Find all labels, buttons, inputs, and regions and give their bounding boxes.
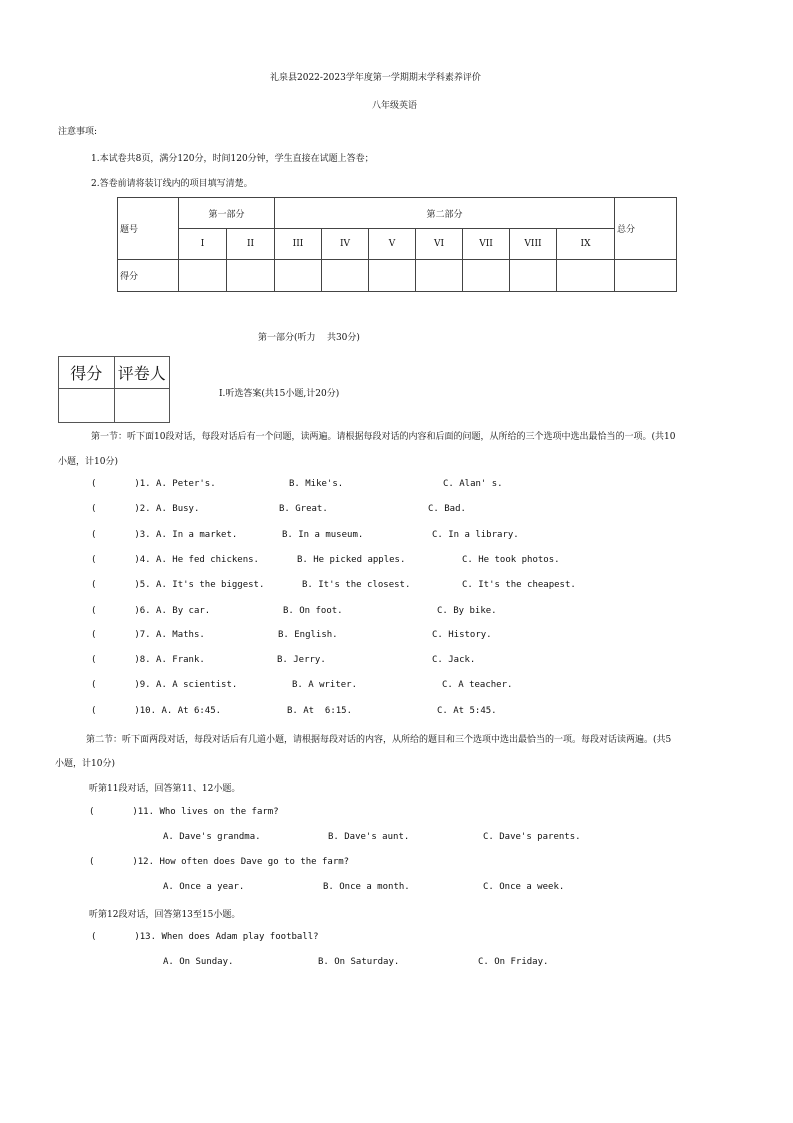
option-c: C. He took photos. bbox=[462, 555, 560, 565]
total-header: 总分 bbox=[615, 198, 677, 260]
score-cell[interactable] bbox=[227, 260, 275, 292]
score-cell[interactable] bbox=[179, 260, 227, 292]
exam-title: 礼泉县2022-2023学年度第一学期期末学科素养评价 bbox=[270, 73, 481, 83]
option-c: C. Once a week. bbox=[483, 882, 565, 892]
part-title: 第一部分(听力 共30分) bbox=[258, 333, 360, 343]
option-b: B. Great. bbox=[279, 504, 328, 514]
option-c: C. Alan' s. bbox=[443, 479, 503, 489]
dialog-12-instruction: 听第12段对话，回答第13至15小题。 bbox=[89, 910, 241, 920]
numeral-header: IV bbox=[322, 229, 369, 260]
option-c: C. Bad. bbox=[428, 504, 466, 514]
part2-header: 第二部分 bbox=[275, 198, 615, 229]
question-11: ( )11. Who lives on the farm? bbox=[89, 807, 279, 817]
score-cell[interactable] bbox=[322, 260, 369, 292]
numeral-header: VIII bbox=[510, 229, 557, 260]
option-b: B. Dave's aunt. bbox=[328, 832, 410, 842]
grader-score-cell[interactable] bbox=[59, 389, 115, 423]
section-heading: Ⅰ.听选答案(共15小题,计20分) bbox=[219, 389, 340, 399]
score-cell[interactable] bbox=[416, 260, 463, 292]
question-9: ( )9. A. A scientist. bbox=[91, 680, 238, 690]
option-b: B. On foot. bbox=[283, 606, 343, 616]
question-5: ( )5. A. It's the biggest. bbox=[91, 580, 265, 590]
option-a: A. Once a year. bbox=[163, 882, 245, 892]
sec2-intro-cont: 小题，计10分) bbox=[55, 759, 115, 769]
option-b: B. A writer. bbox=[292, 680, 358, 690]
score-cell[interactable] bbox=[463, 260, 510, 292]
question-12: ( )12. How often does Dave go to the farm? bbox=[89, 857, 350, 867]
option-c: C. A teacher. bbox=[442, 680, 513, 690]
option-b: B. He picked apples. bbox=[297, 555, 406, 565]
option-c: C. In a library. bbox=[432, 530, 519, 540]
option-b: B. Jerry. bbox=[277, 655, 326, 665]
numeral-header: IX bbox=[557, 229, 615, 260]
option-b: B. Once a month. bbox=[323, 882, 410, 892]
note-item-2: 2.答卷前请将装订线内的项目填写清楚。 bbox=[91, 179, 253, 189]
option-b: B. In a museum. bbox=[282, 530, 364, 540]
grader-box bbox=[58, 356, 170, 423]
option-c: C. Dave's parents. bbox=[483, 832, 581, 842]
option-c: C. On Friday. bbox=[478, 957, 549, 967]
numeral-header: V bbox=[369, 229, 416, 260]
row-label-question-number: 题号 bbox=[118, 198, 179, 260]
question-1: ( )1. A. Peter's. bbox=[91, 479, 216, 489]
exam-subtitle: 八年级英语 bbox=[372, 101, 418, 111]
score-cell[interactable] bbox=[510, 260, 557, 292]
option-b: B. Mike's. bbox=[289, 479, 344, 489]
part1-header: 第一部分 bbox=[179, 198, 275, 229]
option-c: C. History. bbox=[432, 630, 492, 640]
question-4: ( )4. A. He fed chickens. bbox=[91, 555, 259, 565]
question-3: ( )3. A. In a market. bbox=[91, 530, 238, 540]
question-6: ( )6. A. By car. bbox=[91, 606, 211, 616]
numeral-header: I bbox=[179, 229, 227, 260]
note-item-1: 1.本试卷共8页，满分120分，时间120分钟，学生直接在试题上答卷； bbox=[91, 154, 374, 164]
grader-name-cell[interactable] bbox=[114, 389, 170, 423]
grader-score-label: 得分 bbox=[59, 357, 115, 389]
option-c: C. Jack. bbox=[432, 655, 476, 665]
question-8: ( )8. A. Frank. bbox=[91, 655, 205, 665]
question-13: ( )13. When does Adam play football? bbox=[91, 932, 319, 942]
score-cell[interactable] bbox=[275, 260, 322, 292]
score-cell[interactable] bbox=[557, 260, 615, 292]
numeral-header: VI bbox=[416, 229, 463, 260]
sec1-intro: 第一节：听下面10段对话，每段对话后有一个问题，读两遍。请根据每段对话的内容和后面的问题，从所给的三个选项中选出最恰当的一项。(共10 bbox=[91, 432, 676, 442]
option-b: B. On Saturday. bbox=[318, 957, 400, 967]
question-10: ( )10. A. At 6:45. bbox=[91, 706, 222, 716]
numeral-header: III bbox=[275, 229, 322, 260]
grader-name-label: 评卷人 bbox=[114, 357, 170, 389]
score-cell[interactable] bbox=[369, 260, 416, 292]
option-a: A. Dave's grandma. bbox=[163, 832, 261, 842]
question-7: ( )7. A. Maths. bbox=[91, 630, 205, 640]
numeral-header: VII bbox=[463, 229, 510, 260]
option-b: B. At 6:15. bbox=[287, 706, 353, 716]
sec2-intro: 第二节：听下面两段对话，每段对话后有几道小题，请根据每段对话的内容，从所给的题目和三个选项中选出最恰当的一项。每段对话读两遍。(共5 bbox=[86, 735, 672, 745]
option-a: A. On Sunday. bbox=[163, 957, 234, 967]
total-score-cell[interactable] bbox=[615, 260, 677, 292]
sec1-intro-cont: 小题，计10分) bbox=[58, 457, 118, 467]
option-b: B. English. bbox=[278, 630, 338, 640]
score-row-label: 得分 bbox=[118, 260, 179, 292]
dialog-11-instruction: 听第11段对话，回答第11、12小题。 bbox=[89, 784, 241, 794]
option-b: B. It's the closest. bbox=[302, 580, 411, 590]
notes-label: 注意事项: bbox=[58, 127, 98, 137]
option-c: C. By bike. bbox=[437, 606, 497, 616]
question-2: ( )2. A. Busy. bbox=[91, 504, 200, 514]
option-c: C. It's the cheapest. bbox=[462, 580, 576, 590]
option-c: C. At 5:45. bbox=[437, 706, 497, 716]
numeral-header: II bbox=[227, 229, 275, 260]
score-table bbox=[117, 197, 677, 292]
